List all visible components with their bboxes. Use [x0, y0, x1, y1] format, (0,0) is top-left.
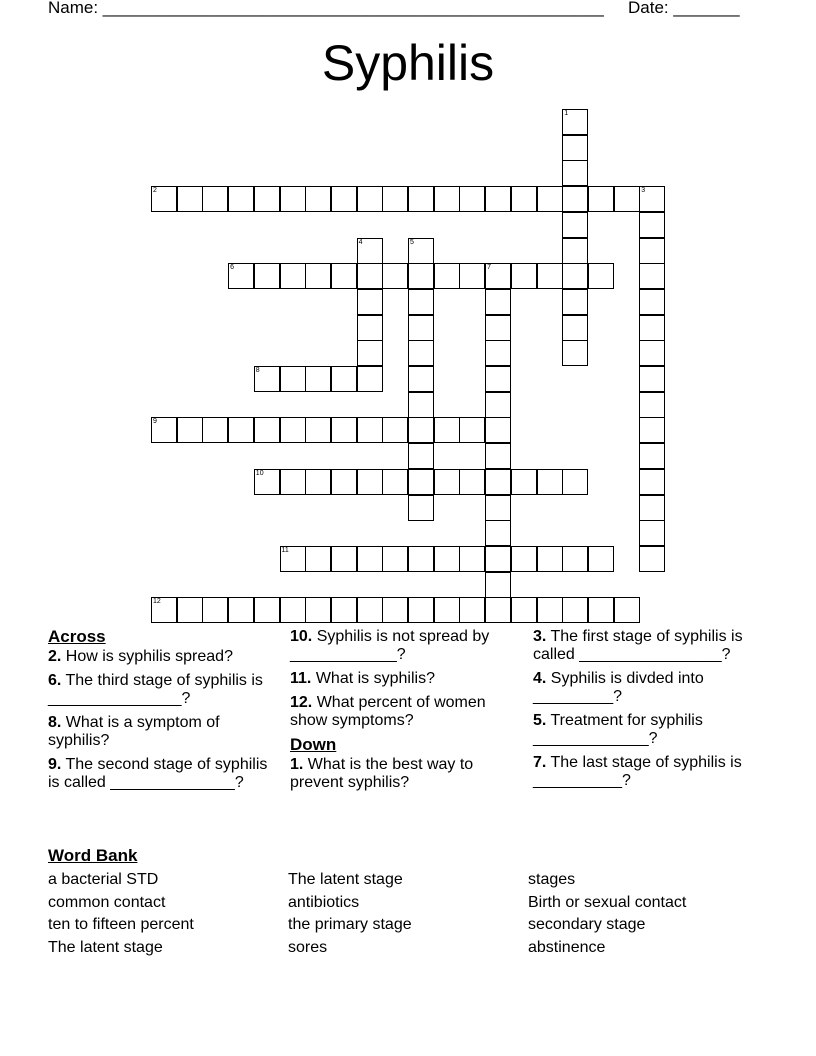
clue-across-6: 6. The third stage of syphilis is _______________? — [48, 672, 263, 707]
crossword-cell[interactable] — [485, 417, 511, 443]
clue-across-8: 8. What is a symptom of syphilis? — [48, 714, 220, 749]
crossword-cell[interactable] — [562, 263, 588, 289]
date-field-label: Date: _______ — [628, 0, 740, 17]
page-title: Syphilis — [321, 35, 495, 91]
crossword-cell[interactable] — [357, 289, 383, 315]
crossword-cell[interactable] — [408, 238, 434, 264]
clue-across-10: 10. Syphilis is not spread by ____________? — [290, 628, 490, 663]
crossword-cell[interactable] — [305, 417, 331, 443]
crossword-cell[interactable] — [588, 546, 614, 572]
clues-column-2 — [290, 628, 520, 798]
crossword-cell[interactable] — [511, 186, 537, 212]
word-bank-column-1 — [48, 869, 194, 959]
crossword-cell[interactable] — [357, 238, 383, 264]
word-bank-item: Birth or sexual contact — [528, 893, 687, 911]
crossword-cell[interactable] — [331, 366, 357, 392]
crossword-cell[interactable] — [485, 392, 511, 418]
crossword-cell[interactable] — [228, 186, 254, 212]
crossword-cell[interactable] — [177, 597, 203, 623]
clue-down-1: 1. What is the best way to prevent syphilis? — [290, 756, 474, 791]
word-bank-item: secondary stage — [528, 916, 646, 934]
crossword-cell[interactable] — [485, 315, 511, 341]
crossword-cell[interactable] — [485, 469, 511, 495]
crossword-cell[interactable] — [434, 186, 460, 212]
crossword-cell[interactable] — [151, 186, 177, 212]
crossword-cell[interactable] — [434, 263, 460, 289]
crossword-cell[interactable] — [614, 186, 640, 212]
crossword-cell[interactable] — [331, 263, 357, 289]
crossword-cell[interactable] — [459, 263, 485, 289]
crossword-cell[interactable] — [588, 186, 614, 212]
clue-down-5: 5. Treatment for syphilis _____________? — [533, 712, 703, 747]
crossword-cell[interactable] — [280, 366, 306, 392]
crossword-cell[interactable] — [639, 315, 665, 341]
crossword-cell[interactable] — [485, 546, 511, 572]
crossword-cell[interactable] — [305, 186, 331, 212]
down-heading: Down — [290, 735, 337, 754]
clues-column-3 — [533, 628, 743, 796]
word-bank-heading: Word Bank — [48, 846, 138, 865]
clue-down-4: 4. Syphilis is divded into _________? — [533, 670, 704, 705]
crossword-cell[interactable] — [537, 597, 563, 623]
crossword-cell[interactable] — [639, 546, 665, 572]
crossword-cell[interactable] — [639, 495, 665, 521]
crossword-cell[interactable] — [639, 212, 665, 238]
crossword-cell[interactable] — [408, 546, 434, 572]
clue-across-2: 2. How is syphilis spread? — [48, 648, 233, 665]
crossword-cell[interactable] — [639, 263, 665, 289]
word-bank-item: The latent stage — [288, 871, 403, 888]
crossword-cell[interactable] — [382, 263, 408, 289]
crossword-cell[interactable] — [357, 417, 383, 443]
crossword-cell[interactable] — [331, 417, 357, 443]
crossword-cell[interactable] — [434, 597, 460, 623]
crossword-cell[interactable] — [280, 546, 306, 572]
crossword-cell[interactable] — [151, 597, 177, 623]
word-bank-item: common contact — [48, 893, 166, 911]
crossword-cell[interactable] — [434, 417, 460, 443]
crossword-cell[interactable] — [485, 289, 511, 315]
crossword-cell[interactable] — [331, 186, 357, 212]
crossword-cell[interactable] — [151, 417, 177, 443]
crossword-cell[interactable] — [562, 597, 588, 623]
crossword-cell[interactable] — [562, 340, 588, 366]
crossword-cell[interactable] — [537, 546, 563, 572]
crossword-cell[interactable] — [485, 597, 511, 623]
crossword-cell[interactable] — [639, 443, 665, 469]
crossword-cell[interactable] — [562, 135, 588, 161]
crossword-cell[interactable] — [305, 469, 331, 495]
word-bank-item: The latent stage — [48, 938, 163, 956]
crossword-cell[interactable] — [537, 469, 563, 495]
clue-number-label: 12 — [153, 598, 161, 606]
crossword-cell[interactable] — [434, 546, 460, 572]
crossword-cell[interactable] — [280, 186, 306, 212]
crossword-cell[interactable] — [408, 597, 434, 623]
clue-number-label: 5 — [410, 238, 414, 246]
crossword-cell[interactable] — [408, 289, 434, 315]
name-field-label: Name: _____________________________________________________ — [48, 0, 604, 17]
crossword-cell[interactable] — [614, 597, 640, 623]
crossword-cell[interactable] — [408, 186, 434, 212]
crossword-cell[interactable] — [357, 315, 383, 341]
word-bank-item: stages — [528, 871, 576, 888]
crossword-cell[interactable] — [562, 469, 588, 495]
crossword-cell[interactable] — [382, 597, 408, 623]
crossword-cell[interactable] — [254, 469, 280, 495]
crossword-cell[interactable] — [639, 289, 665, 315]
crossword-cell[interactable] — [408, 495, 434, 521]
crossword-cell[interactable] — [485, 443, 511, 469]
crossword-cell[interactable] — [562, 160, 588, 186]
clues-column-1 — [48, 628, 273, 798]
crossword-cell[interactable] — [357, 597, 383, 623]
crossword-cell[interactable] — [305, 546, 331, 572]
crossword-cell[interactable] — [639, 186, 665, 212]
crossword-cell[interactable] — [254, 417, 280, 443]
crossword-cell[interactable] — [408, 469, 434, 495]
crossword-cell[interactable] — [254, 597, 280, 623]
word-bank-item: abstinence — [528, 938, 606, 956]
crossword-cell[interactable] — [280, 263, 306, 289]
crossword-cell[interactable] — [408, 340, 434, 366]
crossword-cell[interactable] — [537, 263, 563, 289]
clue-number-label: 8 — [255, 367, 260, 374]
crossword-cell[interactable] — [562, 289, 588, 315]
crossword-cell[interactable] — [280, 417, 306, 443]
crossword-cell[interactable] — [562, 315, 588, 341]
crossword-cell[interactable] — [485, 572, 511, 598]
crossword-cell[interactable] — [408, 366, 434, 392]
crossword-cell[interactable] — [485, 263, 511, 289]
word-bank-column-2 — [288, 869, 412, 959]
crossword-cell[interactable] — [485, 366, 511, 392]
crossword-cell[interactable] — [511, 469, 537, 495]
crossword-cell[interactable] — [280, 597, 306, 623]
word-bank-item: sores — [288, 938, 328, 956]
crossword-cell[interactable] — [305, 263, 331, 289]
crossword-cell[interactable] — [511, 546, 537, 572]
crossword-cell[interactable] — [254, 186, 280, 212]
clue-across-12: 12. What percent of women show symptoms? — [290, 694, 486, 729]
crossword-cell[interactable] — [357, 340, 383, 366]
clue-number-label: 2 — [153, 187, 157, 195]
crossword-cell[interactable] — [459, 417, 485, 443]
crossword-cell[interactable] — [562, 238, 588, 264]
word-bank-item: the primary stage — [288, 916, 412, 934]
crossword-cell[interactable] — [408, 417, 434, 443]
crossword-cell[interactable] — [459, 186, 485, 212]
crossword-cell[interactable] — [639, 417, 665, 443]
crossword-cell[interactable] — [639, 366, 665, 392]
word-bank-item: a bacterial STD — [48, 871, 159, 888]
crossword-cell[interactable] — [382, 546, 408, 572]
crossword-cell[interactable] — [459, 597, 485, 623]
clue-down-7: 7. The last stage of syphilis is __________? — [533, 754, 742, 789]
crossword-cell[interactable] — [254, 263, 280, 289]
crossword-cell[interactable] — [331, 469, 357, 495]
clue-number-label: 9 — [153, 418, 157, 426]
crossword-cell[interactable] — [331, 546, 357, 572]
crossword-cell[interactable] — [408, 263, 434, 289]
crossword-cell[interactable] — [588, 597, 614, 623]
clue-number-label: 10 — [255, 469, 264, 477]
clue-across-11: 11. What is syphilis? — [290, 670, 435, 687]
crossword-cell[interactable] — [408, 443, 434, 469]
crossword-cell[interactable] — [511, 597, 537, 623]
crossword-cell[interactable] — [434, 469, 460, 495]
clue-number-label: 3 — [641, 187, 646, 195]
clue-number-label: 11 — [281, 546, 289, 554]
crossword-cell[interactable] — [639, 392, 665, 418]
clue-number-label: 1 — [564, 110, 569, 117]
word-bank-item: ten to fifteen percent — [48, 916, 194, 934]
crossword-cell[interactable] — [562, 186, 588, 212]
crossword-cell[interactable] — [228, 597, 254, 623]
crossword-cell[interactable] — [357, 469, 383, 495]
crossword-cell[interactable] — [511, 263, 537, 289]
crossword-cell[interactable] — [459, 546, 485, 572]
crossword-cell[interactable] — [382, 186, 408, 212]
crossword-cell[interactable] — [459, 469, 485, 495]
clue-down-3: 3. The first stage of syphilis is called ________________? — [533, 628, 743, 663]
clue-across-9: 9. The second stage of syphilis is called ______________? — [48, 756, 268, 791]
crossword-cell[interactable] — [305, 597, 331, 623]
clue-number-label: 4 — [358, 238, 363, 246]
crossword-cell[interactable] — [331, 597, 357, 623]
crossword-cell[interactable] — [588, 263, 614, 289]
crossword-cell[interactable] — [562, 109, 588, 135]
crossword-cell[interactable] — [408, 315, 434, 341]
crossword-cell[interactable] — [485, 186, 511, 212]
crossword-cell[interactable] — [639, 469, 665, 495]
crossword-cell[interactable] — [177, 186, 203, 212]
crossword-cell[interactable] — [485, 520, 511, 546]
crossword-cell[interactable] — [202, 417, 228, 443]
crossword-cell[interactable] — [537, 186, 563, 212]
crossword-cell[interactable] — [639, 520, 665, 546]
crossword-cell[interactable] — [280, 469, 306, 495]
crossword-cell[interactable] — [639, 238, 665, 264]
word-bank-item: antibiotics — [288, 893, 360, 911]
crossword-cell[interactable] — [382, 469, 408, 495]
crossword-cell[interactable] — [202, 597, 228, 623]
crossword-cell[interactable] — [357, 546, 383, 572]
crossword-cell[interactable] — [254, 366, 280, 392]
clue-number-label: 7 — [487, 264, 491, 272]
crossword-cell[interactable] — [202, 186, 228, 212]
crossword-cell[interactable] — [485, 495, 511, 521]
crossword-cell[interactable] — [228, 263, 254, 289]
crossword-cell[interactable] — [305, 366, 331, 392]
across-heading: Across — [48, 627, 106, 646]
crossword-cell[interactable] — [228, 417, 254, 443]
crossword-cell[interactable] — [562, 212, 588, 238]
crossword-cell[interactable] — [357, 366, 383, 392]
crossword-cell[interactable] — [562, 546, 588, 572]
word-bank-column-3 — [528, 869, 686, 959]
crossword-cell[interactable] — [357, 263, 383, 289]
crossword-cell[interactable] — [408, 392, 434, 418]
crossword-cell[interactable] — [382, 417, 408, 443]
crossword-cell[interactable] — [485, 340, 511, 366]
crossword-cell[interactable] — [357, 186, 383, 212]
crossword-cell[interactable] — [639, 340, 665, 366]
crossword-cell[interactable] — [177, 417, 203, 443]
clue-number-label: 6 — [230, 264, 234, 272]
